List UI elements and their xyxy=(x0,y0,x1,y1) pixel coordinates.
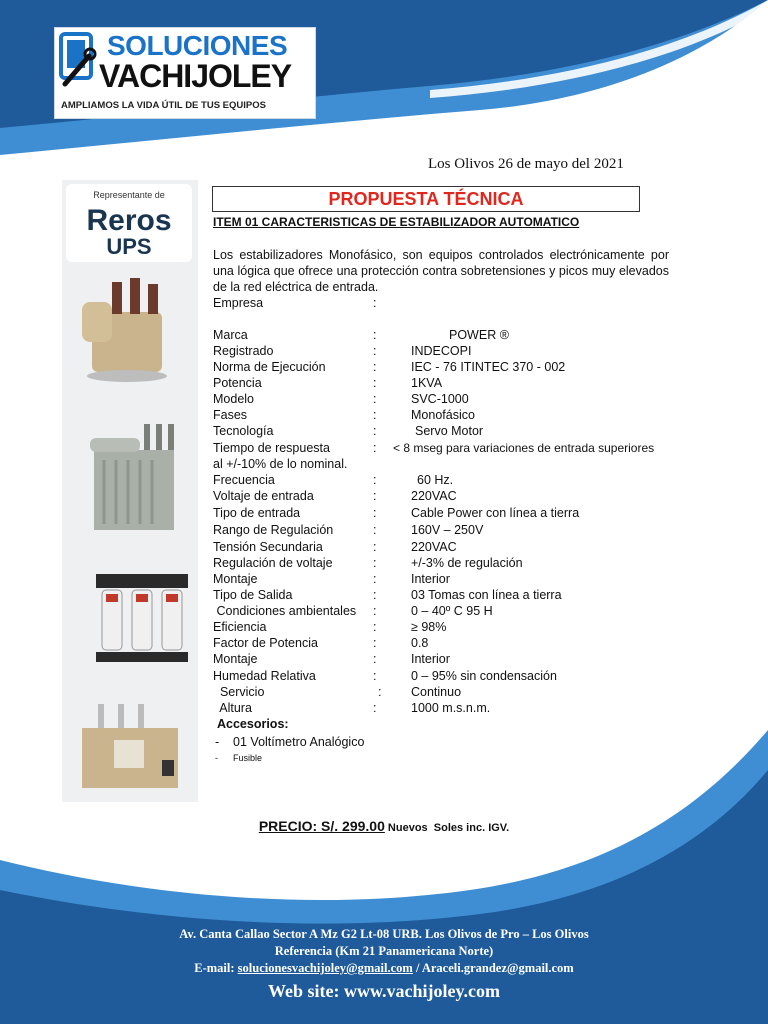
spec-value: 0 – 95% sin condensación xyxy=(411,669,557,683)
email-secondary: / Araceli.grandez@gmail.com xyxy=(412,961,574,975)
spec-label: Fases xyxy=(213,408,248,422)
representative-label: Representante de xyxy=(93,190,165,200)
spec-value: 1KVA xyxy=(411,376,443,390)
spec-value: 160V – 250V xyxy=(411,523,484,537)
reros-ups-text: UPS xyxy=(106,234,152,259)
spec-colon: : xyxy=(373,701,377,715)
spec-label: Tensión Secundaria xyxy=(213,540,323,554)
footer-website[interactable]: Web site: www.vachijoley.com xyxy=(268,981,500,1001)
spec-colon: : xyxy=(373,572,377,586)
spec-label: Registrado xyxy=(213,344,274,358)
accessory-item: - 01 Voltímetro Analógico xyxy=(215,735,365,749)
spec-label: Modelo xyxy=(213,392,254,406)
transformer-image-4 xyxy=(78,700,184,792)
spec-value: 60 Hz. xyxy=(417,473,454,487)
accessory-item: - Fusible xyxy=(215,753,263,763)
intro-paragraph: Los estabilizadores Monofásico, son equipos controlados electrónicamente por una lógica que ofrece una protección contra sobretensiones y picos muy elevados de la red eléctrica de entrada. xyxy=(213,248,669,294)
spec-value: SVC-1000 xyxy=(411,392,469,406)
spec-colon: : xyxy=(373,636,377,650)
spec-label: Eficiencia xyxy=(213,620,267,634)
logo-text-soluciones: SOLUCIONES xyxy=(107,30,288,61)
spec-colon: : xyxy=(373,424,377,438)
spec-value: < 8 mseg para variaciones de entrada superiores xyxy=(393,441,655,455)
spec-label: Altura xyxy=(213,701,252,715)
spec-colon: : xyxy=(373,556,377,570)
document-date: Los Olivos 26 de mayo del 2021 xyxy=(428,156,624,172)
proposal-title: PROPUESTA TÉCNICA xyxy=(212,186,640,212)
price-note: Nuevos Soles inc. IGV. xyxy=(384,822,510,834)
company-logo xyxy=(54,27,316,119)
footer-contact xyxy=(0,926,768,1003)
email-label: E-mail: xyxy=(194,961,238,975)
item-title: ITEM 01 CARACTERISTICAS DE ESTABILIZADOR AUTOMATICO xyxy=(213,215,580,229)
spec-value: 1000 m.s.n.m. xyxy=(411,701,491,715)
spec-value: 220VAC xyxy=(411,489,457,503)
spec-colon: : xyxy=(373,376,377,390)
spec-value: INDECOPI xyxy=(411,344,472,358)
transformer-image-2 xyxy=(80,420,186,550)
spec-colon: : xyxy=(373,669,377,683)
spec-value: Cable Power con línea a tierra xyxy=(411,506,580,520)
spec-value: +/-3% de regulación xyxy=(411,556,523,570)
spec-colon: : xyxy=(373,392,377,406)
transformer-image-1 xyxy=(72,272,188,392)
spec-colon: : xyxy=(373,344,377,358)
spec-label: Factor de Potencia xyxy=(213,636,318,650)
spec-label: Tiempo de respuesta xyxy=(213,441,330,455)
spec-label: Rango de Regulación xyxy=(213,523,334,537)
footer-address: Av. Canta Callao Sector A Mz G2 Lt-08 URB. Los Olivos de Pro – Los Olivos xyxy=(179,927,589,941)
spec-label: Norma de Ejecución xyxy=(213,360,326,374)
spec-value: 03 Tomas con línea a tierra xyxy=(411,588,562,602)
spec-label: Condiciones ambientales xyxy=(213,604,357,618)
spec-colon: : xyxy=(373,588,377,602)
spec-label: Tipo de entrada xyxy=(213,506,301,520)
spec-value: Servo Motor xyxy=(415,424,484,438)
spec-value: ≥ 98% xyxy=(411,620,447,634)
spec-label: Tipo de Salida xyxy=(213,588,293,602)
spec-value: IEC - 76 ITINTEC 370 - 002 xyxy=(411,360,566,374)
spec-label: Empresa xyxy=(213,296,264,310)
spec-colon: : xyxy=(373,441,377,455)
price-amount: S/. 299.00 xyxy=(321,818,385,834)
spec-value: 220VAC xyxy=(411,540,457,554)
spec-colon: : xyxy=(373,473,377,487)
spec-value: 0.8 xyxy=(411,636,429,650)
spec-value: POWER ® xyxy=(449,328,509,342)
spec-label: Marca xyxy=(213,328,248,342)
spec-colon: : xyxy=(373,360,377,374)
spec-colon: : xyxy=(373,540,377,554)
price-line xyxy=(0,818,768,834)
accessories-title: Accesorios: xyxy=(217,717,289,731)
spec-colon: : xyxy=(373,296,377,310)
spec-value: Continuo xyxy=(411,685,462,699)
product-image-panel xyxy=(62,180,198,802)
reros-ups-logo xyxy=(66,184,192,262)
spec-label: Regulación de voltaje xyxy=(213,556,333,570)
logo-tagline: AMPLIAMOS LA VIDA ÚTIL DE TUS EQUIPOS xyxy=(61,100,266,111)
footer-email-line xyxy=(0,960,768,977)
transformer-image-3 xyxy=(90,570,194,680)
spec-colon: : xyxy=(373,652,377,666)
spec-label: Montaje xyxy=(213,652,258,666)
spec-label: Servicio xyxy=(213,685,265,699)
spec-label: Potencia xyxy=(213,376,262,390)
spec-value: Monofásico xyxy=(411,408,475,422)
spec-colon: : xyxy=(373,408,377,422)
price-label: PRECIO: xyxy=(258,818,322,834)
spec-value: Interior xyxy=(411,652,450,666)
device-wrench-icon xyxy=(59,32,99,88)
logo-text-vachijoley: VACHIJOLEY xyxy=(99,58,292,94)
spec-value: Interior xyxy=(411,572,450,586)
spec-colon: : xyxy=(373,489,377,503)
spec-colon: : xyxy=(373,523,377,537)
spec-label: Humedad Relativa xyxy=(213,669,316,683)
spec-colon: : xyxy=(373,604,377,618)
reros-brand: Reros xyxy=(86,204,172,237)
spec-label: Tecnología xyxy=(213,424,274,438)
spec-colon: : xyxy=(373,620,377,634)
spec-colon: : xyxy=(373,506,377,520)
footer-reference: Referencia (Km 21 Panamericana Norte) xyxy=(274,944,494,958)
spec-label: Montaje xyxy=(213,572,258,586)
spec-label: al +/-10% de lo nominal. xyxy=(213,457,348,471)
spec-label: Frecuencia xyxy=(213,473,275,487)
spec-label: Voltaje de entrada xyxy=(213,489,314,503)
email-link[interactable]: solucionesvachijoley@gmail.com xyxy=(237,961,413,975)
spec-value: 0 – 40º C 95 H xyxy=(411,604,493,618)
spec-colon: : xyxy=(373,328,377,342)
spec-colon: : xyxy=(378,685,382,699)
